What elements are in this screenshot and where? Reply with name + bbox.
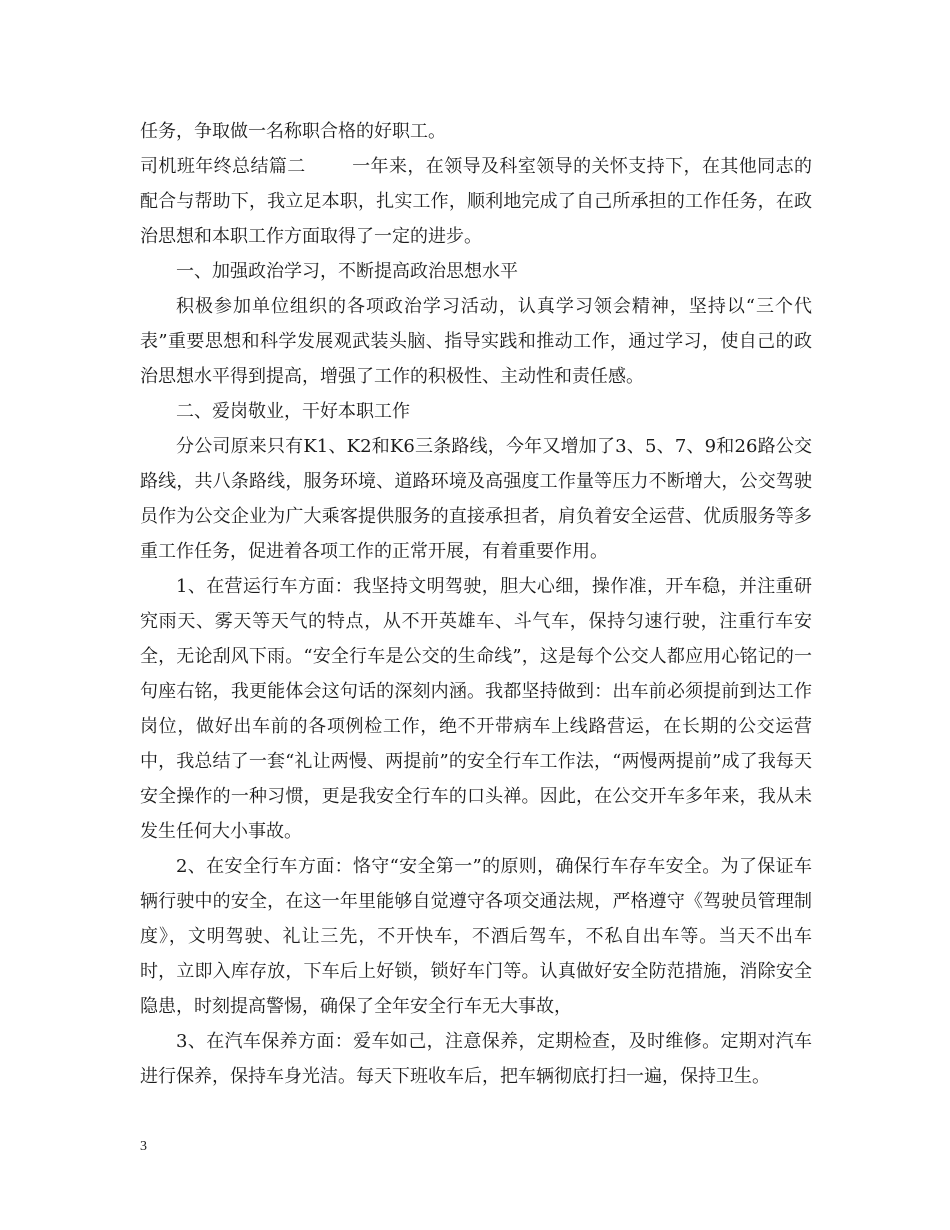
heading-political-study: 一、加强政治学习，不断提高政治思想水平 bbox=[176, 261, 518, 282]
paragraph-political-study: 积极参加单位组织的各项政治学习活动，认真学习领会精神，坚持以“三个代表”重要思想和科学发展观武装头脑、指导实践和推动工作，通过学习，使自己的政治思想水平得到提高，增强了工作的积极性、主动性和责任感。 bbox=[140, 296, 812, 387]
paragraph-routes: 分公司原来只有K1、K2和K6三条路线，今年又增加了3、5、7、9和26路公交路线，共八条路线，服务环境、道路环境及高强度工作量等压力不断增大，公交驾驶员作为公交企业为广大乘客提供服务的直接承担者，肩负着安全运营、优质服务等多重工作任务，促进着各项工作的正常开展，有着重要作用。 bbox=[140, 436, 812, 562]
section-intro-paragraph bbox=[140, 149, 812, 254]
paragraph-operations: 1、在营运行车方面：我坚持文明驾驶，胆大心细，操作准，开车稳，并注重研究雨天、雾天等天气的特点，从不开英雄车、斗气车，保持匀速行驶，注重行车安全，无论刮风下雨。“安全行车是公交的生命线”，这是每个公交人都应用心铭记的一句座右铭，我更能体会这句话的深刻内涵。我都坚持做到：出车前必须提前到达工作岗位，做好出车前的各项例检工作，绝不开带病车上线路营运，在长期的公交运营中，我总结了一套“礼让两慢、两提前”的安全行车工作法，“两慢两提前”成了我每天安全操作的一种习惯，更是我安全行车的口头禅。因此，在公交开车多年来，我从未发生任何大小事故。 bbox=[140, 576, 812, 842]
intro-text: 一年来，在领导及科室领导的关怀支持下，在其他同志的配合与帮助下，我立足本职，扎实工作，顺利地完成了自己所承担的工作任务，在政治思想和本职工作方面取得了一定的进步。 bbox=[140, 156, 813, 247]
heading-dedication: 二、爱岗敬业，干好本职工作 bbox=[176, 401, 410, 422]
paragraph-continuation: 任务，争取做一名称职合格的好职工。 bbox=[140, 121, 446, 142]
paragraph-maintenance: 3、在汽车保养方面：爱车如己，注意保养，定期检查，及时维修。定期对汽车进行保养，保持车身光洁。每天下班收车后，把车辆彻底打扫一遍，保持卫生。 bbox=[140, 1031, 812, 1087]
page-number: 3 bbox=[140, 1139, 147, 1154]
section-heading: 司机班年终总结篇二 bbox=[140, 156, 306, 177]
document-body bbox=[140, 114, 812, 1094]
paragraph-safety: 2、在安全行车方面：恪守“安全第一”的原则，确保行车存车安全。为了保证车辆行驶中的安全，在这一年里能够自觉遵守各项交通法规，严格遵守《驾驶员管理制度》，文明驾驶、礼让三先，不开快车，不酒后驾车，不私自出车等。当天不出车时，立即入库存放，下车后上好锁，锁好车门等。认真做好安全防范措施，消除安全隐患，时刻提高警惕，确保了全年安全行车无大事故， bbox=[140, 856, 812, 1017]
